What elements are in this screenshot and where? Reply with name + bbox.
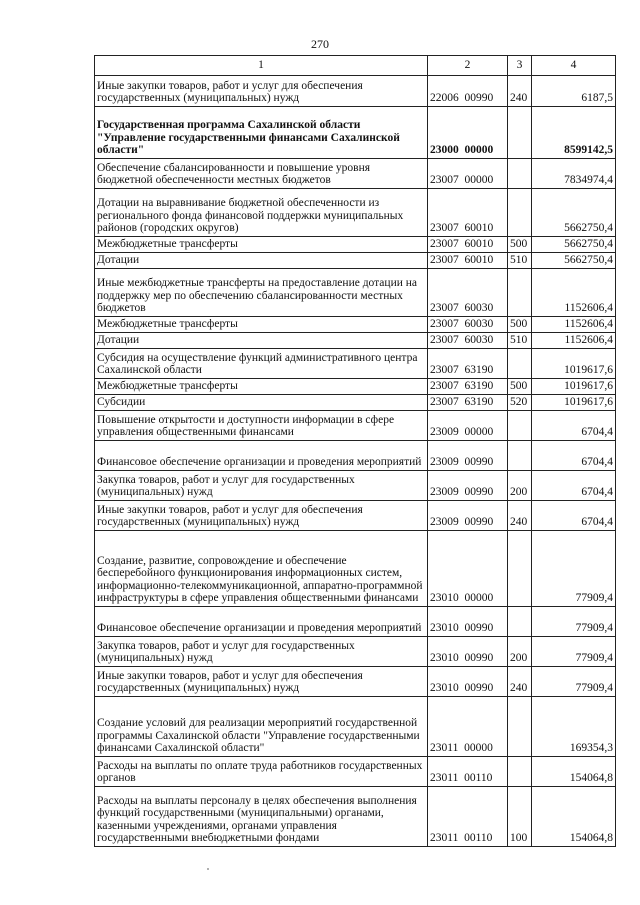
row-name: Иные закупки товаров, работ и услуг для обеспечения государственных (муниципальных) нужд [95, 667, 428, 697]
row-code: 23007 63190 [428, 379, 508, 395]
table-row [95, 787, 616, 847]
table-row [95, 441, 616, 471]
row-expense-type [508, 607, 532, 637]
row-amount: 1019617,6 [532, 349, 616, 379]
row-expense-type [508, 189, 532, 237]
row-amount: 1019617,6 [532, 395, 616, 411]
row-amount: 1152606,4 [532, 269, 616, 317]
row-amount: 6187,5 [532, 76, 616, 107]
row-name: Расходы на выплаты персоналу в целях обеспечения выполнения функций государственными (муниципальными) органами, казенными учреждениями, органами управления государственными внебюджетными фондами [95, 787, 428, 847]
row-code: 23010 00990 [428, 607, 508, 637]
table-row [95, 471, 616, 501]
row-expense-type [508, 349, 532, 379]
row-amount: 1019617,6 [532, 379, 616, 395]
row-name: Иные закупки товаров, работ и услуг для обеспечения государственных (муниципальных) нужд [95, 501, 428, 531]
row-name: Иные межбюджетные трансферты на предоставление дотации на поддержку мер по обеспечению сбалансированности местных бюджетов [95, 269, 428, 317]
row-expense-type [508, 757, 532, 787]
table-row [95, 269, 616, 317]
row-name: Создание, развитие, сопровождение и обеспечение бесперебойного функционирования информационных систем, информационно-телекоммуникационной, аппаратно-программной инфраструктуры в сфере управления общественными финансами [95, 531, 428, 607]
row-code: 23007 60030 [428, 317, 508, 333]
table-row [95, 637, 616, 667]
row-expense-type: 200 [508, 471, 532, 501]
row-amount: 6704,4 [532, 471, 616, 501]
table-row [95, 159, 616, 189]
row-code: 23007 60030 [428, 269, 508, 317]
row-name: Дотации [95, 333, 428, 349]
row-expense-type [508, 411, 532, 441]
header-col-type: 3 [508, 56, 532, 76]
row-amount: 7834974,4 [532, 159, 616, 189]
row-code: 23000 00000 [428, 107, 508, 159]
row-expense-type [508, 269, 532, 317]
header-col-code: 2 [428, 56, 508, 76]
row-expense-type: 510 [508, 253, 532, 269]
row-expense-type: 510 [508, 333, 532, 349]
page-number: 270 [311, 37, 329, 51]
row-expense-type: 200 [508, 637, 532, 667]
row-code: 23010 00990 [428, 667, 508, 697]
table-row [95, 237, 616, 253]
row-expense-type: 500 [508, 379, 532, 395]
row-code: 23007 60010 [428, 237, 508, 253]
row-amount: 154064,8 [532, 757, 616, 787]
table-row [95, 697, 616, 757]
row-code: 23007 63190 [428, 349, 508, 379]
row-amount: 77909,4 [532, 667, 616, 697]
row-code: 23009 00000 [428, 411, 508, 441]
table-row [95, 607, 616, 637]
row-amount: 1152606,4 [532, 317, 616, 333]
row-amount: 6704,4 [532, 441, 616, 471]
row-code: 23007 60030 [428, 333, 508, 349]
row-name: Повышение открытости и доступности информации в сфере управления общественными финансами [95, 411, 428, 441]
row-expense-type [508, 531, 532, 607]
row-expense-type: 500 [508, 317, 532, 333]
row-name: Дотации на выравнивание бюджетной обеспеченности из регионального фонда финансовой поддержки муниципальных районов (городских округов) [95, 189, 428, 237]
row-code: 22006 00990 [428, 76, 508, 107]
scan-speck [207, 868, 209, 870]
row-name: Обеспечение сбалансированности и повышение уровня бюджетной обеспеченности местных бюджетов [95, 159, 428, 189]
table-row [95, 107, 616, 159]
row-amount: 1152606,4 [532, 333, 616, 349]
row-name: Закупка товаров, работ и услуг для государственных (муниципальных) нужд [95, 637, 428, 667]
row-name: Иные закупки товаров, работ и услуг для обеспечения государственных (муниципальных) нужд [95, 76, 428, 107]
row-name: Субсидии [95, 395, 428, 411]
row-name: Закупка товаров, работ и услуг для государственных (муниципальных) нужд [95, 471, 428, 501]
table-row [95, 317, 616, 333]
row-name: Расходы на выплаты по оплате труда работников государственных органов [95, 757, 428, 787]
row-name: Финансовое обеспечение организации и проведения мероприятий [95, 441, 428, 471]
row-expense-type: 520 [508, 395, 532, 411]
table-row [95, 349, 616, 379]
row-code: 23010 00990 [428, 637, 508, 667]
budget-table [94, 55, 616, 847]
table-row [95, 411, 616, 441]
table-row [95, 76, 616, 107]
row-expense-type: 500 [508, 237, 532, 253]
row-code: 23009 00990 [428, 501, 508, 531]
table-row [95, 667, 616, 697]
row-name: Дотации [95, 253, 428, 269]
row-amount: 154064,8 [532, 787, 616, 847]
row-expense-type: 240 [508, 667, 532, 697]
row-expense-type: 100 [508, 787, 532, 847]
row-expense-type [508, 697, 532, 757]
table-row [95, 757, 616, 787]
row-name: Межбюджетные трансферты [95, 237, 428, 253]
row-name: Субсидия на осуществление функций административного центра Сахалинской области [95, 349, 428, 379]
row-code: 23007 00000 [428, 159, 508, 189]
row-amount: 6704,4 [532, 411, 616, 441]
table-row [95, 395, 616, 411]
row-name: Финансовое обеспечение организации и проведения мероприятий [95, 607, 428, 637]
row-expense-type: 240 [508, 501, 532, 531]
row-name: Межбюджетные трансферты [95, 379, 428, 395]
row-amount: 8599142,5 [532, 107, 616, 159]
row-code: 23009 00990 [428, 441, 508, 471]
row-code: 23009 00990 [428, 471, 508, 501]
row-name: Межбюджетные трансферты [95, 317, 428, 333]
row-code: 23007 60010 [428, 253, 508, 269]
row-code: 23011 00110 [428, 787, 508, 847]
row-name: Государственная программа Сахалинской области "Управление государственными финансами Сахалинской области" [95, 107, 428, 159]
row-amount: 77909,4 [532, 531, 616, 607]
row-expense-type [508, 107, 532, 159]
row-name: Создание условий для реализации мероприятий государственной программы Сахалинской области "Управление государственными финансами Сахалинской области" [95, 697, 428, 757]
row-expense-type [508, 441, 532, 471]
row-code: 23007 63190 [428, 395, 508, 411]
row-amount: 77909,4 [532, 637, 616, 667]
table-row [95, 379, 616, 395]
row-code: 23011 00000 [428, 697, 508, 757]
row-amount: 77909,4 [532, 607, 616, 637]
row-code: 23007 60010 [428, 189, 508, 237]
row-amount: 5662750,4 [532, 253, 616, 269]
table-header-row [95, 56, 616, 76]
row-amount: 5662750,4 [532, 189, 616, 237]
row-amount: 5662750,4 [532, 237, 616, 253]
table-row [95, 333, 616, 349]
table-row [95, 189, 616, 237]
table-row [95, 501, 616, 531]
row-amount: 6704,4 [532, 501, 616, 531]
table-row [95, 531, 616, 607]
header-col-amount: 4 [532, 56, 616, 76]
row-expense-type: 240 [508, 76, 532, 107]
row-code: 23010 00000 [428, 531, 508, 607]
table-row [95, 253, 616, 269]
row-expense-type [508, 159, 532, 189]
header-col-name: 1 [95, 56, 428, 76]
row-code: 23011 00110 [428, 757, 508, 787]
row-amount: 169354,3 [532, 697, 616, 757]
